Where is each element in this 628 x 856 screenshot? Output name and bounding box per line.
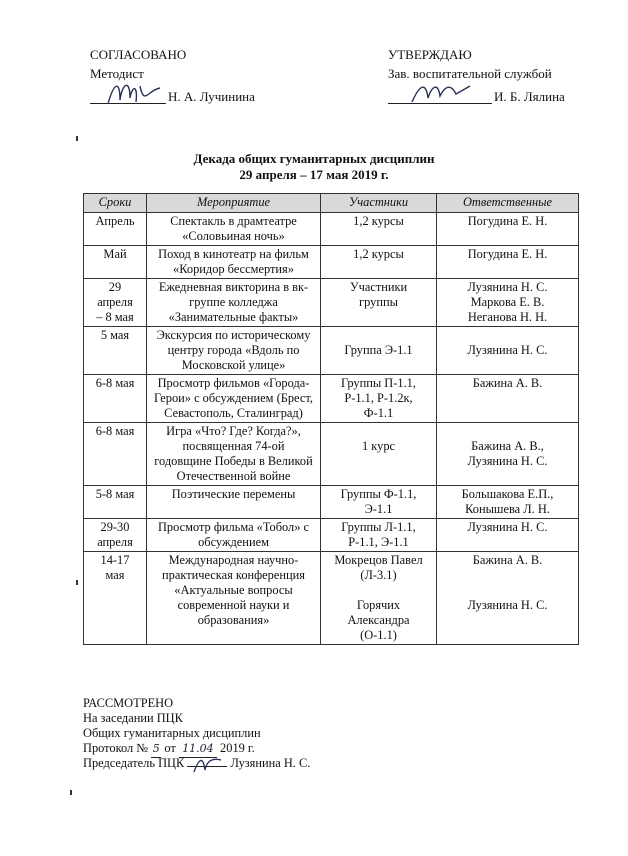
- cell-line: Бажина А. В.: [472, 376, 543, 390]
- participants-cell: [321, 213, 437, 246]
- participants-cell: [321, 279, 437, 327]
- cell-line: Международная научно-: [168, 553, 299, 567]
- cell-line: группе колледжа: [189, 295, 278, 309]
- cell-line: 14-17: [100, 553, 130, 567]
- cell-line: [323, 328, 434, 343]
- footer-title: РАССМОТРЕНО: [83, 696, 174, 710]
- cell-line: Лузянина Н. С.: [467, 520, 548, 534]
- date-cell: [84, 423, 147, 486]
- footer-line-1: На заседании ПЦК: [83, 711, 183, 725]
- cell-line: Герои» с обсуждением (Брест,: [154, 391, 313, 405]
- cell-line: Лузянина Н. С.: [467, 454, 548, 468]
- cell-line: Лузянина Н. С.: [467, 598, 548, 612]
- cell-line: Группы Л-1.1,: [341, 520, 416, 534]
- protocol-number: 5: [151, 742, 161, 758]
- cell-line: «Коридор бессмертия»: [173, 262, 294, 276]
- event-cell: [147, 279, 321, 327]
- cell-line: Бажина А. В.,: [471, 439, 544, 453]
- cell-line: мая: [105, 568, 125, 582]
- responsible-cell: [437, 423, 579, 486]
- cell-line: 6-8 мая: [95, 424, 135, 438]
- signature-left: [104, 76, 164, 110]
- cell-line: (Л-3.1): [360, 568, 397, 582]
- table-row: [84, 375, 579, 423]
- cell-line: 1,2 курсы: [353, 214, 404, 228]
- table-row: [84, 486, 579, 519]
- participants-cell: [321, 375, 437, 423]
- column-header-event: Мероприятие: [147, 194, 321, 213]
- cell-line: [439, 424, 576, 439]
- event-cell: [147, 519, 321, 552]
- cell-line: апреля: [97, 535, 133, 549]
- participants-cell: [321, 423, 437, 486]
- table-row: [84, 213, 579, 246]
- cell-line: Большакова Е.П.,: [461, 487, 554, 501]
- cell-line: «Занимательные факты»: [168, 310, 299, 324]
- cell-line: Погудина Е. Н.: [467, 247, 548, 261]
- cell-line: «Актуальные вопросы: [174, 583, 293, 597]
- cell-line: Александра: [347, 613, 410, 627]
- cell-line: 5 мая: [100, 328, 130, 342]
- approval-left-name: Н. А. Лучинина: [168, 89, 255, 104]
- cell-line: 29-30: [100, 520, 130, 534]
- responsible-cell: [437, 375, 579, 423]
- date-cell: [84, 486, 147, 519]
- footer-chair: [83, 756, 310, 771]
- cell-line: Участники: [349, 280, 408, 294]
- table-row: [84, 246, 579, 279]
- event-cell: [147, 375, 321, 423]
- date-cell: [84, 279, 147, 327]
- column-header-responsible: Ответственные: [437, 194, 579, 213]
- cell-line: Бажина А. В.: [472, 553, 543, 567]
- event-cell: [147, 486, 321, 519]
- footer-line-2: Общих гуманитарных дисциплин: [83, 726, 261, 740]
- responsible-cell: [437, 486, 579, 519]
- cell-line: апреля: [97, 295, 133, 309]
- cell-line: образования»: [197, 613, 270, 627]
- protocol-year: 2019 г.: [220, 741, 255, 755]
- table-header-row: [84, 194, 579, 213]
- date-cell: [84, 246, 147, 279]
- cell-line: Игра «Что? Где? Когда?»,: [166, 424, 301, 438]
- cell-line: Спектакль в драмтеатре: [170, 214, 297, 228]
- cell-line: Ежедневная викторина в вк-: [158, 280, 309, 294]
- chair-name: Лузянина Н. С.: [230, 756, 311, 770]
- table-body: [84, 213, 579, 645]
- cell-line: (О-1.1): [360, 628, 397, 642]
- cell-line: центру города «Вдоль по: [167, 343, 300, 357]
- cell-line: Р-1.1, Р-1.2к,: [344, 391, 413, 405]
- cell-line: Май: [103, 247, 127, 261]
- scan-mark: [70, 790, 72, 795]
- cell-line: Апрель: [95, 214, 135, 228]
- event-cell: [147, 423, 321, 486]
- responsible-cell: [437, 327, 579, 375]
- cell-line: Группа Э-1.1: [344, 343, 413, 357]
- document-subtitle: 29 апреля – 17 мая 2019 г.: [239, 167, 389, 182]
- scan-mark: [76, 136, 78, 141]
- cell-line: Поход в кинотеатр на фильм: [158, 247, 309, 261]
- cell-line: Лузянина Н. С.: [467, 343, 548, 357]
- cell-line: современной науки и: [177, 598, 290, 612]
- cell-line: «Соловьиная ночь»: [182, 229, 285, 243]
- responsible-cell: [437, 246, 579, 279]
- cell-line: [323, 583, 434, 598]
- approval-right-name: И. Б. Лялина: [494, 89, 565, 104]
- protocol-date: 11.04: [179, 742, 217, 758]
- protocol-from: от: [164, 741, 176, 755]
- cell-line: посвященная 74-ой: [182, 439, 285, 453]
- table-row: [84, 279, 579, 327]
- cell-line: Лузянина Н. С.: [467, 280, 548, 294]
- cell-line: Р-1.1, Э-1.1: [348, 535, 409, 549]
- cell-line: Неганова Н. Н.: [467, 310, 548, 324]
- date-cell: [84, 552, 147, 645]
- participants-cell: [321, 327, 437, 375]
- scan-mark: [76, 580, 78, 585]
- approval-right-title: УТВЕРЖДАЮ: [388, 47, 472, 62]
- cell-line: 5-8 мая: [95, 487, 135, 501]
- cell-line: Маркова Е. В.: [470, 295, 545, 309]
- cell-line: группы: [359, 295, 398, 309]
- cell-line: Погудина Е. Н.: [467, 214, 548, 228]
- cell-line: [323, 424, 434, 439]
- cell-line: Просмотр фильмов «Города-: [157, 376, 310, 390]
- responsible-cell: [437, 519, 579, 552]
- participants-cell: [321, 486, 437, 519]
- cell-line: Горячих: [356, 598, 401, 612]
- table-row: [84, 327, 579, 375]
- participants-cell: [321, 246, 437, 279]
- cell-line: обсуждением: [198, 535, 269, 549]
- responsible-cell: [437, 552, 579, 645]
- participants-cell: [321, 519, 437, 552]
- cell-line: 29: [108, 280, 122, 294]
- cell-line: [439, 583, 576, 598]
- responsible-cell: [437, 279, 579, 327]
- approval-left-role: Методист: [90, 66, 144, 81]
- cell-line: Поэтические перемены: [171, 487, 296, 501]
- cell-line: Севастополь, Сталинград): [164, 406, 303, 420]
- cell-line: Отечественной войне: [176, 469, 291, 483]
- cell-line: 6-8 мая: [95, 376, 135, 390]
- column-header-participants: Участники: [321, 194, 437, 213]
- cell-line: [439, 328, 576, 343]
- event-cell: [147, 552, 321, 645]
- event-cell: [147, 327, 321, 375]
- cell-line: Группы П-1.1,: [341, 376, 416, 390]
- date-cell: [84, 213, 147, 246]
- approval-left-title: СОГЛАСОВАНО: [90, 47, 187, 62]
- date-cell: [84, 519, 147, 552]
- signature-right: [408, 76, 478, 108]
- cell-line: Мокрецов Павел: [334, 553, 423, 567]
- protocol-prefix: Протокол №: [83, 741, 149, 755]
- cell-line: Конышева Л. Н.: [465, 502, 550, 516]
- document-title: Декада общих гуманитарных дисциплин: [193, 151, 435, 166]
- chair-signature-line: [187, 766, 227, 767]
- participants-cell: [321, 552, 437, 645]
- cell-line: Просмотр фильма «Тобол» с: [157, 520, 310, 534]
- cell-line: Экскурсия по историческому: [156, 328, 311, 342]
- table-row: [84, 519, 579, 552]
- cell-line: Группы Ф-1.1,: [340, 487, 417, 501]
- cell-line: Московской улице»: [181, 358, 286, 372]
- chair-signature: [191, 754, 225, 776]
- event-cell: [147, 246, 321, 279]
- table-row: [84, 552, 579, 645]
- column-header-dates: Сроки: [84, 194, 147, 213]
- event-cell: [147, 213, 321, 246]
- cell-line: годовщине Победы в Великой: [154, 454, 313, 468]
- approval-right-role: Зав. воспитательной службой: [388, 66, 552, 81]
- chair-label: Председатель ПЦК: [83, 756, 185, 770]
- cell-line: практическая конференция: [162, 568, 305, 582]
- date-cell: [84, 375, 147, 423]
- cell-line: [439, 568, 576, 583]
- responsible-cell: [437, 213, 579, 246]
- cell-line: 1 курс: [361, 439, 396, 453]
- table-row: [84, 423, 579, 486]
- cell-line: 1,2 курсы: [353, 247, 404, 261]
- date-cell: [84, 327, 147, 375]
- cell-line: Э-1.1: [364, 502, 393, 516]
- cell-line: Ф-1.1: [363, 406, 394, 420]
- events-table: [83, 193, 579, 645]
- cell-line: – 8 мая: [96, 310, 134, 324]
